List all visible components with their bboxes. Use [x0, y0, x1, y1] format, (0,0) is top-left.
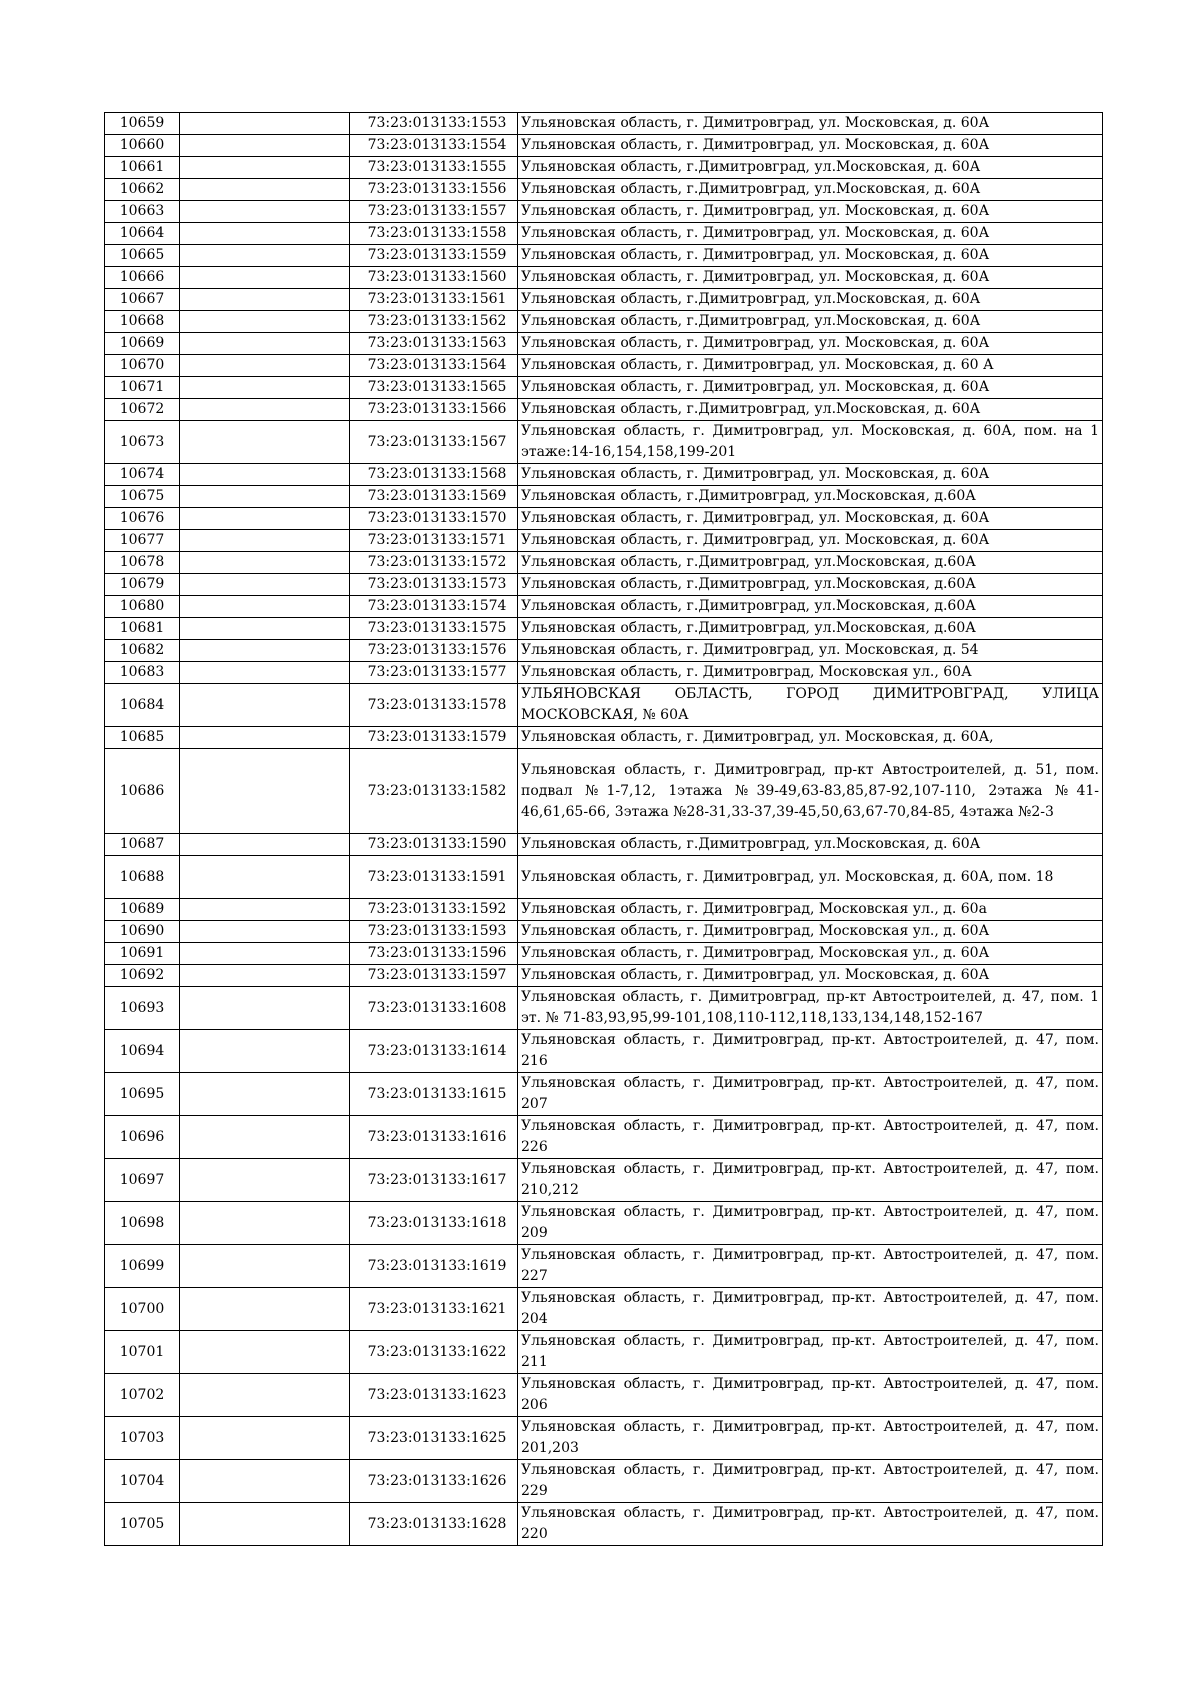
address: Ульяновская область, г. Димитровград, пр-кт. Автостроителей, д. 47, пом. 201,203	[518, 1417, 1103, 1460]
empty-cell	[180, 223, 350, 245]
cadastral-number: 73:23:013133:1566	[350, 399, 518, 421]
table-row	[105, 834, 1103, 856]
address: Ульяновская область, г. Димитровград, ул. Московская, д. 60А	[518, 201, 1103, 223]
address: Ульяновская область, г. Димитровград, ул. Московская, д. 60А, пом. на 1 этаже:14-16,154,158,199-201	[518, 421, 1103, 464]
address: Ульяновская область, г. Димитровград, пр-кт. Автостроителей, д. 47, пом. 229	[518, 1460, 1103, 1503]
empty-cell	[180, 464, 350, 486]
cadastral-number: 73:23:013133:1553	[350, 113, 518, 135]
table-row	[105, 1331, 1103, 1374]
cadastral-number: 73:23:013133:1564	[350, 355, 518, 377]
row-number: 10702	[105, 1374, 180, 1417]
address: Ульяновская область, г. Димитровград, Московская ул., д. 60А	[518, 921, 1103, 943]
cadastral-number: 73:23:013133:1555	[350, 157, 518, 179]
empty-cell	[180, 421, 350, 464]
empty-cell	[180, 552, 350, 574]
address: Ульяновская область, г. Димитровград, ул. Московская, д. 60А	[518, 245, 1103, 267]
row-number: 10665	[105, 245, 180, 267]
address: Ульяновская область, г. Димитровград, пр-кт. Автостроителей, д. 47, пом. 210,212	[518, 1159, 1103, 1202]
row-number: 10698	[105, 1202, 180, 1245]
row-number: 10703	[105, 1417, 180, 1460]
table-row	[105, 333, 1103, 355]
address: Ульяновская область, г. Димитровград, пр-кт. Автостроителей, д. 47, пом. 220	[518, 1503, 1103, 1546]
cadastral-number: 73:23:013133:1557	[350, 201, 518, 223]
cadastral-number: 73:23:013133:1621	[350, 1288, 518, 1331]
row-number: 10659	[105, 113, 180, 135]
row-number: 10667	[105, 289, 180, 311]
cadastral-number: 73:23:013133:1569	[350, 486, 518, 508]
table-row	[105, 311, 1103, 333]
empty-cell	[180, 618, 350, 640]
address: Ульяновская область, г. Димитровград, ул. Московская, д. 60А	[518, 135, 1103, 157]
cadastral-number: 73:23:013133:1619	[350, 1245, 518, 1288]
cadastral-number: 73:23:013133:1615	[350, 1073, 518, 1116]
empty-cell	[180, 1245, 350, 1288]
address: Ульяновская область, г. Димитровград, Московская ул., д. 60А	[518, 943, 1103, 965]
row-number: 10685	[105, 727, 180, 749]
table-row	[105, 267, 1103, 289]
address: Ульяновская область, г. Димитровград, ул. Московская, д. 60А	[518, 965, 1103, 987]
empty-cell	[180, 596, 350, 618]
table-row	[105, 1116, 1103, 1159]
empty-cell	[180, 834, 350, 856]
cadastral-number: 73:23:013133:1625	[350, 1417, 518, 1460]
row-number: 10689	[105, 899, 180, 921]
table-row	[105, 1073, 1103, 1116]
table-row	[105, 1460, 1103, 1503]
table-row	[105, 1245, 1103, 1288]
address: УЛЬЯНОВСКАЯ ОБЛАСТЬ, ГОРОД ДИМИТРОВГРАД, УЛИЦА МОСКОВСКАЯ, № 60А	[518, 684, 1103, 727]
table-row	[105, 965, 1103, 987]
table-row	[105, 135, 1103, 157]
address: Ульяновская область, г. Димитровград, ул. Московская, д. 60А,	[518, 727, 1103, 749]
row-number: 10678	[105, 552, 180, 574]
row-number: 10670	[105, 355, 180, 377]
table-row	[105, 640, 1103, 662]
row-number: 10679	[105, 574, 180, 596]
empty-cell	[180, 245, 350, 267]
empty-cell	[180, 1503, 350, 1546]
cadastral-number: 73:23:013133:1596	[350, 943, 518, 965]
row-number: 10691	[105, 943, 180, 965]
empty-cell	[180, 1159, 350, 1202]
address: Ульяновская область, г. Димитровград, пр-кт. Автостроителей, д. 47, пом. 209	[518, 1202, 1103, 1245]
cadastral-number: 73:23:013133:1575	[350, 618, 518, 640]
address: Ульяновская область, г. Димитровград, Московская ул., 60А	[518, 662, 1103, 684]
table-row	[105, 987, 1103, 1030]
address: Ульяновская область, г.Димитровград, ул.Московская, д. 60А	[518, 399, 1103, 421]
row-number: 10700	[105, 1288, 180, 1331]
table-row	[105, 1159, 1103, 1202]
address: Ульяновская область, г. Димитровград, ул. Московская, д. 60А	[518, 113, 1103, 135]
cadastral-number: 73:23:013133:1559	[350, 245, 518, 267]
address: Ульяновская область, г. Димитровград, ул. Московская, д. 60А	[518, 223, 1103, 245]
empty-cell	[180, 486, 350, 508]
row-number: 10666	[105, 267, 180, 289]
table-row	[105, 179, 1103, 201]
empty-cell	[180, 1374, 350, 1417]
table-row	[105, 1374, 1103, 1417]
address: Ульяновская область, г. Димитровград, ул. Московская, д. 54	[518, 640, 1103, 662]
address: Ульяновская область, г. Димитровград, пр-кт. Автостроителей, д. 47, пом. 216	[518, 1030, 1103, 1073]
address: Ульяновская область, г. Димитровград, ул. Московская, д. 60 А	[518, 355, 1103, 377]
table-row	[105, 662, 1103, 684]
row-number: 10669	[105, 333, 180, 355]
empty-cell	[180, 1202, 350, 1245]
address: Ульяновская область, г. Димитровград, ул. Московская, д. 60А, пом. 18	[518, 856, 1103, 899]
row-number: 10661	[105, 157, 180, 179]
address: Ульяновская область, г. Димитровград, ул. Московская, д. 60А	[518, 333, 1103, 355]
row-number: 10697	[105, 1159, 180, 1202]
registry-table-body	[105, 113, 1103, 1546]
address: Ульяновская область, г.Димитровград, ул.Московская, д.60А	[518, 596, 1103, 618]
row-number: 10675	[105, 486, 180, 508]
table-row	[105, 399, 1103, 421]
table-row	[105, 684, 1103, 727]
cadastral-number: 73:23:013133:1579	[350, 727, 518, 749]
row-number: 10681	[105, 618, 180, 640]
cadastral-number: 73:23:013133:1590	[350, 834, 518, 856]
cadastral-number: 73:23:013133:1561	[350, 289, 518, 311]
address: Ульяновская область, г. Димитровград, пр-кт. Автостроителей, д. 47, пом. 206	[518, 1374, 1103, 1417]
empty-cell	[180, 965, 350, 987]
address: Ульяновская область, г. Димитровград, пр-кт. Автостроителей, д. 47, пом. 207	[518, 1073, 1103, 1116]
address: Ульяновская область, г. Димитровград, Московская ул., д. 60а	[518, 899, 1103, 921]
table-row	[105, 552, 1103, 574]
row-number: 10672	[105, 399, 180, 421]
empty-cell	[180, 530, 350, 552]
row-number: 10674	[105, 464, 180, 486]
row-number: 10673	[105, 421, 180, 464]
table-row	[105, 245, 1103, 267]
empty-cell	[180, 1331, 350, 1374]
table-row	[105, 508, 1103, 530]
table-row	[105, 289, 1103, 311]
empty-cell	[180, 399, 350, 421]
address: Ульяновская область, г.Димитровград, ул.Московская, д. 60А	[518, 289, 1103, 311]
cadastral-number: 73:23:013133:1574	[350, 596, 518, 618]
empty-cell	[180, 1116, 350, 1159]
empty-cell	[180, 113, 350, 135]
table-row	[105, 856, 1103, 899]
table-row	[105, 201, 1103, 223]
cadastral-number: 73:23:013133:1573	[350, 574, 518, 596]
address: Ульяновская область, г. Димитровград, ул. Московская, д. 60А	[518, 464, 1103, 486]
address: Ульяновская область, г. Димитровград, ул. Московская, д. 60А	[518, 267, 1103, 289]
row-number: 10699	[105, 1245, 180, 1288]
empty-cell	[180, 899, 350, 921]
table-row	[105, 421, 1103, 464]
address: Ульяновская область, г. Димитровград, пр-кт. Автостроителей, д. 47, пом. 226	[518, 1116, 1103, 1159]
empty-cell	[180, 640, 350, 662]
empty-cell	[180, 727, 350, 749]
table-row	[105, 1288, 1103, 1331]
cadastral-number: 73:23:013133:1578	[350, 684, 518, 727]
empty-cell	[180, 157, 350, 179]
empty-cell	[180, 267, 350, 289]
cadastral-number: 73:23:013133:1577	[350, 662, 518, 684]
cadastral-number: 73:23:013133:1616	[350, 1116, 518, 1159]
row-number: 10692	[105, 965, 180, 987]
table-row	[105, 921, 1103, 943]
empty-cell	[180, 355, 350, 377]
row-number: 10682	[105, 640, 180, 662]
table-row	[105, 113, 1103, 135]
cadastral-number: 73:23:013133:1622	[350, 1331, 518, 1374]
address: Ульяновская область, г.Димитровград, ул.Московская, д.60А	[518, 618, 1103, 640]
cadastral-number: 73:23:013133:1562	[350, 311, 518, 333]
cadastral-number: 73:23:013133:1592	[350, 899, 518, 921]
table-row	[105, 223, 1103, 245]
empty-cell	[180, 1288, 350, 1331]
address: Ульяновская область, г. Димитровград, пр-кт. Автостроителей, д. 47, пом. 227	[518, 1245, 1103, 1288]
cadastral-number: 73:23:013133:1617	[350, 1159, 518, 1202]
table-row	[105, 1030, 1103, 1073]
cadastral-number: 73:23:013133:1567	[350, 421, 518, 464]
registry-table	[104, 112, 1103, 1546]
table-row	[105, 749, 1103, 834]
empty-cell	[180, 377, 350, 399]
row-number: 10677	[105, 530, 180, 552]
empty-cell	[180, 987, 350, 1030]
empty-cell	[180, 289, 350, 311]
address: Ульяновская область, г.Димитровград, ул.Московская, д. 60А	[518, 179, 1103, 201]
cadastral-number: 73:23:013133:1582	[350, 749, 518, 834]
table-row	[105, 1202, 1103, 1245]
table-row	[105, 486, 1103, 508]
cadastral-number: 73:23:013133:1572	[350, 552, 518, 574]
row-number: 10683	[105, 662, 180, 684]
row-number: 10696	[105, 1116, 180, 1159]
row-number: 10671	[105, 377, 180, 399]
row-number: 10695	[105, 1073, 180, 1116]
table-row	[105, 530, 1103, 552]
row-number: 10668	[105, 311, 180, 333]
empty-cell	[180, 201, 350, 223]
row-number: 10687	[105, 834, 180, 856]
row-number: 10686	[105, 749, 180, 834]
empty-cell	[180, 508, 350, 530]
table-row	[105, 355, 1103, 377]
cadastral-number: 73:23:013133:1623	[350, 1374, 518, 1417]
address: Ульяновская область, г. Димитровград, пр-кт Автостроителей, д. 51, пом. подвал №1-7,12, 1этажа №39-49,63-83,85,87-92,107-110, 2этажа №41-46,61,65-66, 3этажа №28-31,33-37,39-45,50,63,67-70,84-85, 4этажа №2-3	[518, 749, 1103, 834]
cadastral-number: 73:23:013133:1568	[350, 464, 518, 486]
cadastral-number: 73:23:013133:1608	[350, 987, 518, 1030]
address: Ульяновская область, г. Димитровград, ул. Московская, д. 60А	[518, 530, 1103, 552]
cadastral-number: 73:23:013133:1565	[350, 377, 518, 399]
address: Ульяновская область, г.Димитровград, ул.Московская, д. 60А	[518, 834, 1103, 856]
address: Ульяновская область, г.Димитровград, ул.Московская, д.60А	[518, 574, 1103, 596]
address: Ульяновская область, г.Димитровград, ул.Московская, д. 60А	[518, 311, 1103, 333]
table-row	[105, 574, 1103, 596]
row-number: 10663	[105, 201, 180, 223]
row-number: 10688	[105, 856, 180, 899]
empty-cell	[180, 856, 350, 899]
row-number: 10664	[105, 223, 180, 245]
empty-cell	[180, 311, 350, 333]
empty-cell	[180, 749, 350, 834]
empty-cell	[180, 662, 350, 684]
cadastral-number: 73:23:013133:1576	[350, 640, 518, 662]
row-number: 10662	[105, 179, 180, 201]
row-number: 10676	[105, 508, 180, 530]
cadastral-number: 73:23:013133:1626	[350, 1460, 518, 1503]
cadastral-number: 73:23:013133:1591	[350, 856, 518, 899]
table-row	[105, 727, 1103, 749]
cadastral-number: 73:23:013133:1614	[350, 1030, 518, 1073]
row-number: 10694	[105, 1030, 180, 1073]
empty-cell	[180, 943, 350, 965]
address: Ульяновская область, г. Димитровград, пр-кт. Автостроителей, д. 47, пом. 211	[518, 1331, 1103, 1374]
table-row	[105, 899, 1103, 921]
table-row	[105, 157, 1103, 179]
address: Ульяновская область, г.Димитровград, ул.Московская, д.60А	[518, 552, 1103, 574]
cadastral-number: 73:23:013133:1570	[350, 508, 518, 530]
empty-cell	[180, 1073, 350, 1116]
table-row	[105, 464, 1103, 486]
row-number: 10701	[105, 1331, 180, 1374]
row-number: 10705	[105, 1503, 180, 1546]
row-number: 10693	[105, 987, 180, 1030]
row-number: 10660	[105, 135, 180, 157]
table-row	[105, 1417, 1103, 1460]
empty-cell	[180, 179, 350, 201]
empty-cell	[180, 684, 350, 727]
address: Ульяновская область, г. Димитровград, пр-кт. Автостроителей, д. 47, пом. 204	[518, 1288, 1103, 1331]
cadastral-number: 73:23:013133:1554	[350, 135, 518, 157]
table-row	[105, 1503, 1103, 1546]
address: Ульяновская область, г. Димитровград, пр-кт Автостроителей, д. 47, пом. 1 эт. № 71-83,93,95,99-101,108,110-112,118,133,134,148,152-167	[518, 987, 1103, 1030]
cadastral-number: 73:23:013133:1560	[350, 267, 518, 289]
empty-cell	[180, 333, 350, 355]
row-number: 10690	[105, 921, 180, 943]
cadastral-number: 73:23:013133:1563	[350, 333, 518, 355]
cadastral-number: 73:23:013133:1571	[350, 530, 518, 552]
table-row	[105, 377, 1103, 399]
address: Ульяновская область, г.Димитровград, ул.Московская, д. 60А	[518, 157, 1103, 179]
address: Ульяновская область, г. Димитровград, ул. Московская, д. 60А	[518, 377, 1103, 399]
row-number: 10684	[105, 684, 180, 727]
cadastral-number: 73:23:013133:1618	[350, 1202, 518, 1245]
empty-cell	[180, 1460, 350, 1503]
empty-cell	[180, 574, 350, 596]
row-number: 10704	[105, 1460, 180, 1503]
row-number: 10680	[105, 596, 180, 618]
address: Ульяновская область, г. Димитровград, ул. Московская, д. 60А	[518, 508, 1103, 530]
table-row	[105, 943, 1103, 965]
table-row	[105, 596, 1103, 618]
empty-cell	[180, 1030, 350, 1073]
table-row	[105, 618, 1103, 640]
cadastral-number: 73:23:013133:1628	[350, 1503, 518, 1546]
cadastral-number: 73:23:013133:1597	[350, 965, 518, 987]
address: Ульяновская область, г.Димитровград, ул.Московская, д.60А	[518, 486, 1103, 508]
empty-cell	[180, 1417, 350, 1460]
empty-cell	[180, 921, 350, 943]
empty-cell	[180, 135, 350, 157]
cadastral-number: 73:23:013133:1593	[350, 921, 518, 943]
cadastral-number: 73:23:013133:1558	[350, 223, 518, 245]
cadastral-number: 73:23:013133:1556	[350, 179, 518, 201]
